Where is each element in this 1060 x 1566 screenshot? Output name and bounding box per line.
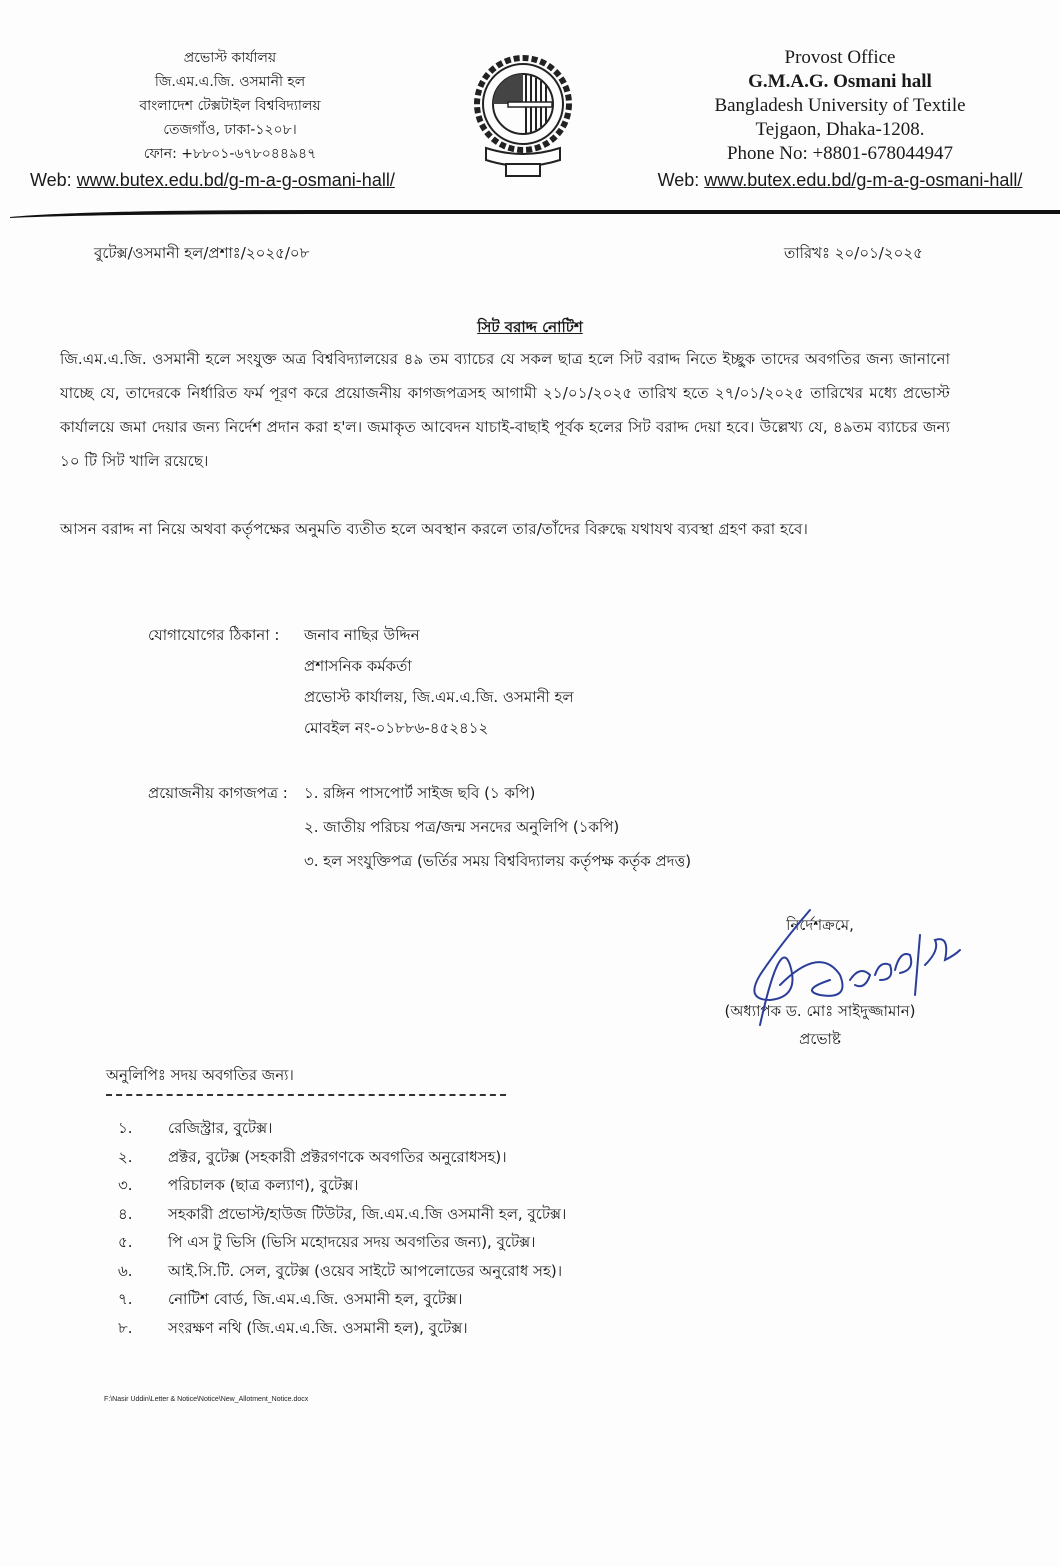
copy-item: [118, 1143, 566, 1172]
copy-item-number: ৮.: [118, 1318, 133, 1337]
copy-item-text: নোটিশ বোর্ড, জি.এম.এ.জি. ওসমানী হল, বুটেক্স।: [168, 1290, 463, 1308]
website-bn: [30, 168, 430, 192]
copy-item-number: ৩.: [118, 1176, 133, 1194]
copy-item-text: আই.সি.টি. সেল, বুটেক্স (ওয়েব সাইটে আপলোডের অনুরোধ সহ)।: [168, 1261, 563, 1280]
contact-label: যোগাযোগের ঠিকানা :: [148, 626, 280, 644]
web-label: Web:: [657, 170, 705, 190]
copy-item: [118, 1228, 566, 1257]
hall-name-en: G.M.A.G. Osmani hall: [748, 71, 932, 92]
copy-item-text: সহকারী প্রভোস্ট/হাউজ টিউটর, জি.এম.এ.জি ওসমানী হল, বুটেক্স।: [168, 1204, 567, 1223]
copy-item-text: পরিচালক (ছাত্র কল্যাণ), বুটেক্স।: [168, 1176, 359, 1194]
copy-item: [118, 1114, 566, 1143]
copy-item: [118, 1257, 566, 1286]
dashed-divider: [106, 1094, 506, 1096]
copy-item: [118, 1314, 566, 1343]
file-path-footer: F:\Nasir Uddin\Letter & Notice\Notice\New_Allotment_Notice.docx: [104, 1396, 309, 1403]
required-document-item: ৩. হল সংযুক্তিপত্র (ভর্তির সময় বিশ্ববিদ্যালয় কর্তৃপক্ষ কর্তৃক প্রদত্ত): [304, 852, 692, 870]
university-name-en: Bangladesh University of Textile: [714, 95, 966, 116]
copy-item-number: ৭.: [118, 1290, 133, 1308]
university-name-bn: বাংলাদেশ টেক্সটাইল বিশ্ববিদ্যালয়: [139, 98, 321, 114]
website-link[interactable]: www.butex.edu.bd/g-m-a-g-osmani-hall/: [704, 170, 1023, 190]
notice-paragraph-1: জি.এম.এ.জি. ওসমানী হলে সংযুক্ত অত্র বিশ্ববিদ্যালয়ের ৪৯ তম ব্যাচের যে সকল ছাত্র হলে সিট বরাদ্দ নিতে ইচ্ছুক তাদের অবগতির জন্য জানানো যাচ্ছে যে, তাদেরকে নির্ধারিত ফর্ম পূরণ করে প্রয়োজনীয় কাগজপত্রসহ আগামী ২১/০১/২০২৫ তারিখ হতে ২৭/০১/২০২৫ তারিখের মধ্যে প্রভোস্ট কার্যালয়ে জমা দেয়ার জন্য নির্দেশ প্রদান করা হ'ল। জমাকৃত আবেদন যাচাই-বাছাই পূর্বক হলের সিট বরাদ্দ দেয়া হবে। উল্লেখ্য যে, ৪৯তম ব্যাচের জন্য ১০ টি সিট খালি রয়েছে।: [60, 350, 950, 470]
contact-office: প্রভোস্ট কার্যালয়, জি.এম.এ.জি. ওসমানী হল: [304, 688, 574, 706]
university-emblem-icon: [468, 52, 578, 182]
required-document-item: ১. রঙ্গিন পাসপোর্ট সাইজ ছবি (১ কপি): [304, 784, 536, 802]
memo-reference: বুটেক্স/ওসমানী হল/প্রশাঃ/২০২৫/০৮: [94, 244, 310, 262]
memo-date: তারিখঃ ২০/০১/২০২৫: [784, 244, 923, 262]
address-bn: তেজগাঁও, ঢাকা-১২০৮।: [163, 122, 297, 138]
required-documents-list: [304, 776, 944, 878]
copies-list: [118, 1114, 566, 1342]
phone-en: Phone No: +8801-678044947: [726, 143, 954, 164]
phone-bn: ফোন: +৮৮০১-৬৭৮০৪৪৯৪৭: [143, 146, 317, 162]
copy-item-number: ৪.: [118, 1204, 133, 1223]
contact-designation: প্রশাসনিক কর্মকর্তা: [304, 657, 412, 675]
signatory-name: (অধ্যাপক ড. মোঃ সাইদুজ্জামান): [724, 1002, 916, 1020]
copy-item-number: ২.: [118, 1147, 133, 1166]
copy-item-number: ৬.: [118, 1261, 133, 1280]
web-label: Web:: [30, 170, 77, 190]
contact-name: জনাব নাছির উদ্দিন: [304, 626, 420, 644]
notice-paragraph-2: আসন বরাদ্দ না নিয়ে অথবা কর্তৃপক্ষের অনুমতি ব্যতীত হলে অবস্থান করলে তার/তাঁদের বিরুদ্ধে যথাযথ ব্যবস্থা গ্রহণ করা হবে।: [60, 520, 808, 538]
by-order-text: নির্দেশক্রমে,: [786, 916, 854, 934]
copy-item-text: প্রক্টর, বুটেক্স (সহকারী প্রক্টরগণকে অবগতির অনুরোধসহ)।: [168, 1147, 507, 1166]
handwritten-signature-icon: [720, 905, 980, 1055]
letterhead-english: [620, 46, 1060, 192]
contact-details: [304, 620, 784, 744]
website-en: [620, 168, 1060, 192]
notice-title: সিট বরাদ্দ নোটিশ: [477, 318, 583, 336]
copy-item-text: পি এস টু ভিসি (ভিসি মহোদয়ের সদয় অবগতির জন্য), বুটেক্স।: [168, 1233, 536, 1251]
copies-heading: অনুলিপিঃ সদয় অবগতির জন্য।: [106, 1066, 294, 1084]
letterhead-divider: [10, 208, 1060, 218]
letterhead-bengali: [30, 46, 430, 192]
copy-item-text: রেজিস্ট্রার, বুটেক্স।: [168, 1119, 273, 1137]
office-name-bn: প্রভোস্ট কার্যালয়: [183, 50, 277, 66]
copy-item: [118, 1171, 566, 1200]
office-name-en: Provost Office: [784, 47, 896, 68]
contact-mobile: মোবইল নং-০১৮৮৬-৪৫২৪১২: [304, 719, 489, 737]
copy-item-number: ১.: [118, 1119, 133, 1137]
required-document-item: ২. জাতীয় পরিচয় পত্র/জন্ম সনদের অনুলিপি (১কপি): [304, 818, 620, 836]
hall-name-bn: জি.এম.এ.জি. ওসমানী হল: [154, 74, 306, 90]
copy-item: [118, 1200, 566, 1229]
website-link[interactable]: www.butex.edu.bd/g-m-a-g-osmani-hall/: [76, 170, 395, 190]
copy-item: [118, 1285, 566, 1314]
copy-item-text: সংরক্ষণ নথি (জি.এম.এ.জি. ওসমানী হল), বুটেক্স।: [168, 1318, 468, 1337]
address-en: Tejgaon, Dhaka-1208.: [755, 119, 925, 140]
signatory-designation: প্রভোষ্ট: [799, 1030, 841, 1048]
required-documents-label: প্রয়োজনীয় কাগজপত্র :: [148, 784, 288, 802]
copy-item-number: ৫.: [118, 1233, 133, 1251]
